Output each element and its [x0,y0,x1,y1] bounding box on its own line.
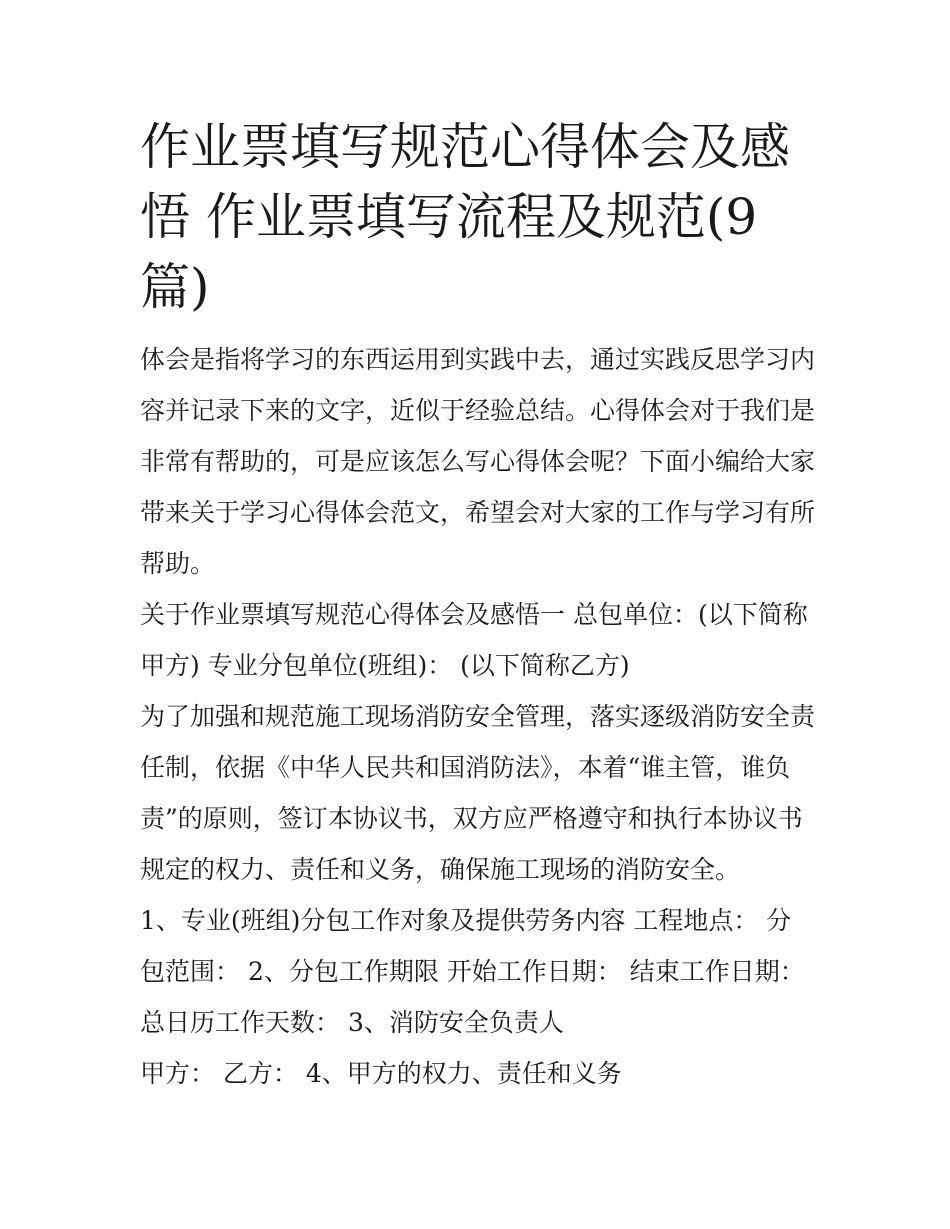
paragraph-parties: 关于作业票填写规范心得体会及感悟一 总包单位：(以下简称甲方) 专业分包单位(班组)： (以下简称乙方) [140,600,808,680]
document-content [140,112,815,1099]
paragraph-purpose: 为了加强和规范施工现场消防安全管理，落实逐级消防安全责任制，依据《中华人民共和国消防法》，本着“谁主管，谁负责”的原则，签订本协议书，双方应严格遵守和执行本协议书规定的权力、责任和义务，确保施工现场的消防安全。 [140,702,816,884]
document-title: 作业票填写规范心得体会及感悟 作业票填写流程及规范(9篇) [140,118,790,316]
paragraph-duties: 甲方： 乙方： 4、甲方的权力、责任和义务 [140,1059,622,1088]
paragraph-scope: 1、专业(班组)分包工作对象及提供劳务内容 工程地点： 分包范围： 2、分包工作期限 开始工作日期： 结束工作日期： 总日历工作天数： 3、消防安全负责人 [140,906,805,1037]
paragraph-intro: 体会是指将学习的东西运用到实践中去，通过实践反思学习内容并记录下来的文字，近似于经验总结。心得体会对于我们是非常有帮助的，可是应该怎么写心得体会呢？下面小编给大家带来关于学习心得体会范文，希望会对大家的工作与学习有所帮助。 [140,345,816,578]
